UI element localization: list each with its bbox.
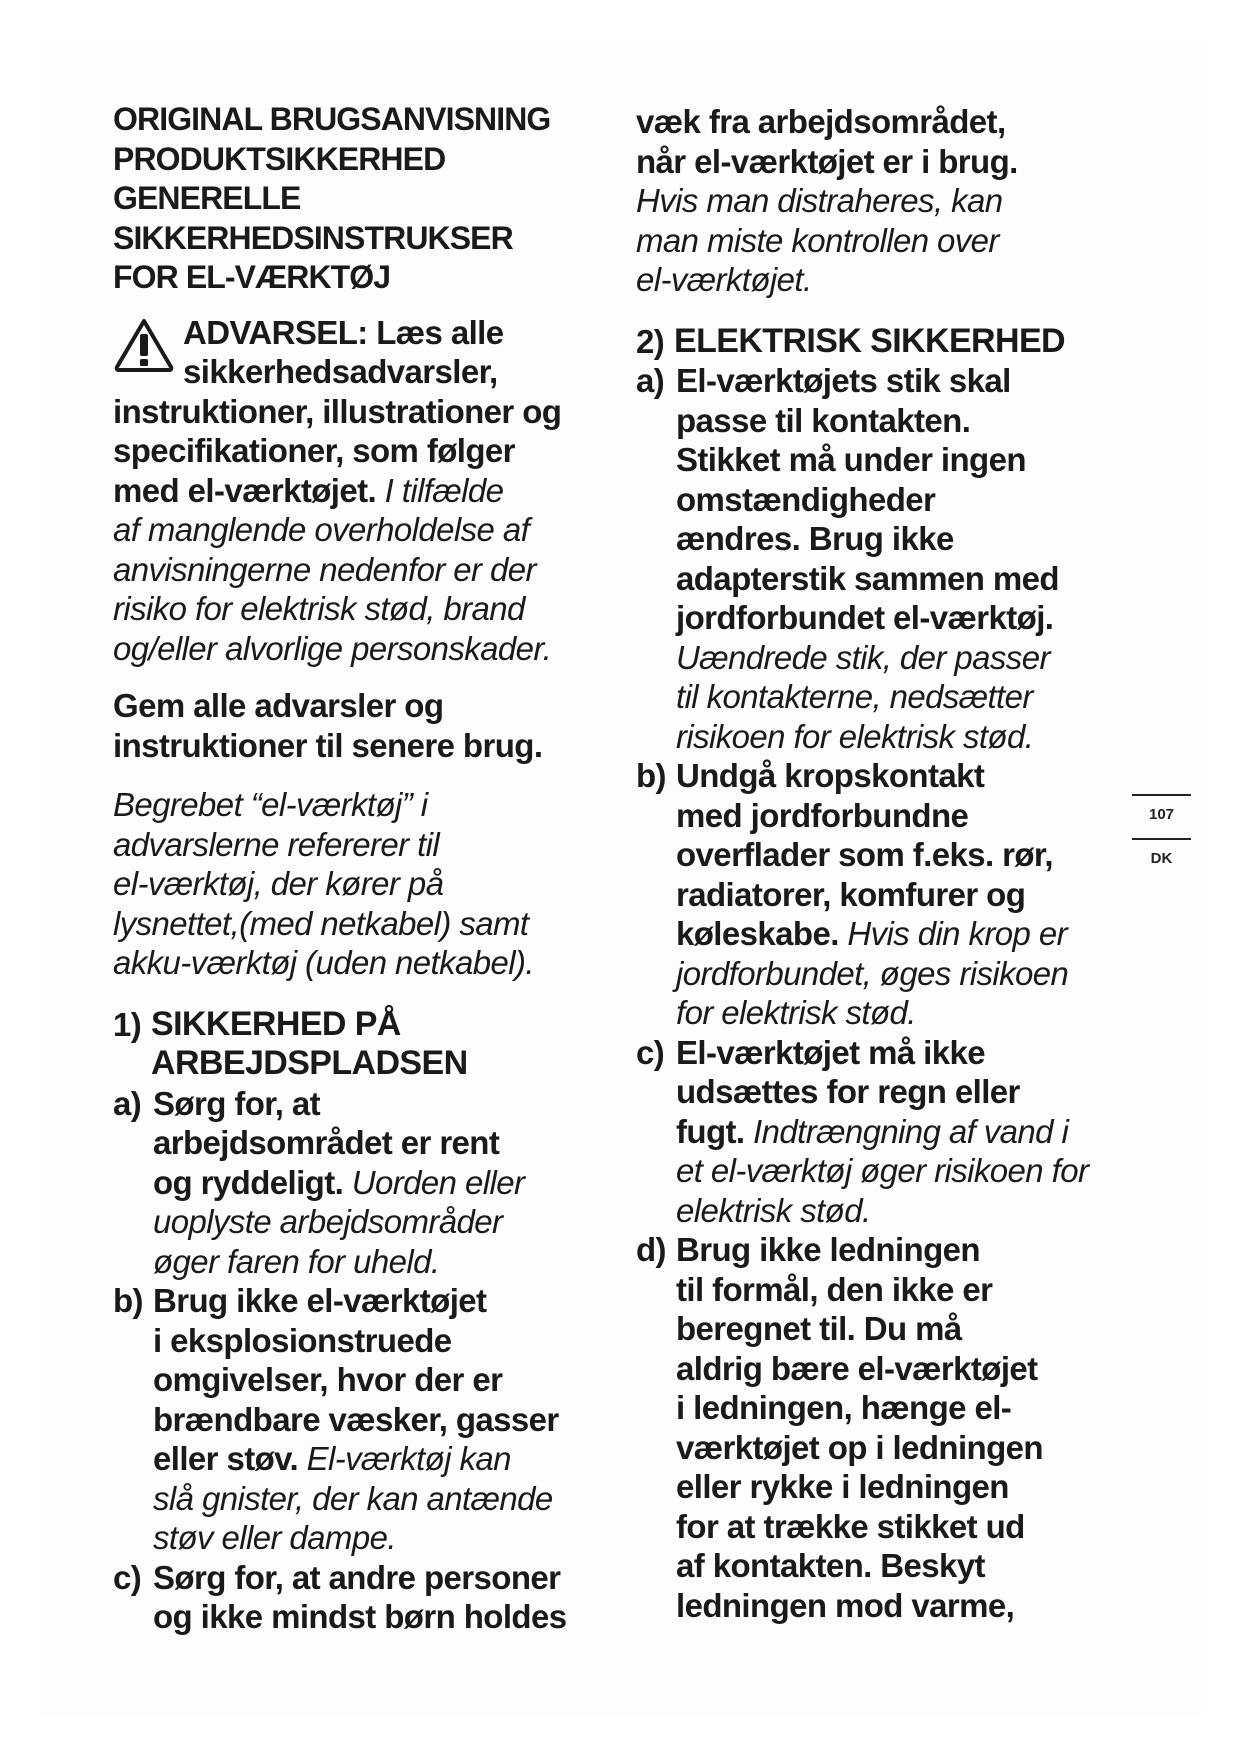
item-italic-line: til kontakterne, nedsætter [676, 678, 1033, 715]
continued-text [636, 102, 1156, 300]
item-bold-line: Stikket må under ingen [676, 441, 1026, 478]
heading-line: ORIGINAL BRUGSANVISNING [113, 101, 551, 137]
item-bold-line: aldrig bære el-værktøjet [676, 1349, 1038, 1387]
item-italic-line: for elektrisk stød. [676, 994, 916, 1031]
item-label: d) [636, 1231, 666, 1268]
heading-line: GENERELLE [113, 180, 301, 216]
left-item-b [113, 1281, 613, 1558]
right-column [636, 102, 1156, 1625]
continued-bold-line: når el-værktøjet er i brug. [636, 142, 1018, 180]
warning-text-line: sikkerhedsadvarsler, [183, 353, 498, 390]
continued-italic-line: el-værktøjet. [636, 261, 812, 298]
term-line: Begrebet “el-værktøj” i [113, 786, 428, 823]
term-line: lysnettet,(med netkabel) samt [113, 904, 529, 942]
item-bold-line: for at trække stikket ud [676, 1507, 1025, 1545]
warning-text-line: specifikationer, som følger [113, 432, 515, 469]
term-line: akku-værktøj (uden netkabel). [113, 944, 534, 981]
item-mixed-line [153, 1439, 613, 1479]
item-bold-line: ændres. Brug ikke [676, 520, 954, 557]
item-bold-line: i eksplosionstruede [153, 1321, 452, 1359]
item-italic-line: Uændrede stik, der passer [676, 638, 1050, 676]
item-label: b) [113, 1282, 143, 1319]
right-item-a [636, 361, 1156, 756]
item-italic-line: et el-værktøj øger risikoen for [676, 1152, 1089, 1189]
item-bold-line: til formål, den ikke er [676, 1270, 993, 1308]
sidebar-rule-bottom [1132, 838, 1191, 840]
save-line: Gem alle advarsler og [113, 687, 444, 724]
item-bold-line: Sørg for, at [153, 1084, 320, 1122]
warning-italic-line: af manglende overholdelse af [113, 511, 530, 548]
item-label: c) [113, 1558, 142, 1596]
item-italic-line: elektrisk stød. [676, 1191, 871, 1229]
item-bold-fragment: eller støv. [153, 1440, 299, 1477]
item-bold-line: radiatorer, komfurer og [676, 875, 1026, 913]
item-label: c) [636, 1033, 665, 1071]
item-bold-line: udsættes for regn eller [676, 1073, 1020, 1110]
item-italic-fragment: El-værktøj kan [306, 1440, 511, 1477]
item-italic-line: jordforbundet, øges risikoen [676, 954, 1069, 992]
item-label: b) [636, 757, 666, 794]
page-number: 107 [1148, 806, 1175, 823]
section-title-line: ELEKTRISK SIKKERHED [674, 321, 1065, 360]
language-code: DK [1150, 850, 1173, 867]
item-bold-line: brændbare væsker, gasser [153, 1400, 559, 1438]
warning-italic-line: og/eller alvorlige personskader. [113, 629, 552, 667]
item-bold-line: og ikke mindst børn holdes [153, 1598, 567, 1635]
item-bold-line: beregnet til. Du må [676, 1310, 962, 1347]
item-bold-line: arbejdsområdet er rent [153, 1124, 500, 1161]
continued-italic-line: Hvis man distraheres, kan [636, 182, 1003, 219]
item-bold-line: adapterstik sammen med [676, 559, 1059, 597]
section-number: 1) [113, 1005, 142, 1043]
heading-line: PRODUKTSIKKERHED [113, 140, 446, 177]
item-bold-line: ledningen mod varme, [676, 1586, 1015, 1624]
item-bold-line: værktøjet op i ledningen [676, 1428, 1043, 1466]
section-title-line: SIKKERHED PÅ [151, 1004, 401, 1043]
item-bold-line: omstændigheder [676, 480, 936, 518]
warning-text-line [113, 471, 613, 511]
warning-bold-fragment: med el-værktøjet. [113, 471, 377, 509]
item-bold-fragment: køleskabe. [676, 915, 839, 952]
section-number: 2) [636, 322, 665, 360]
item-bold-line: passe til kontakten. [676, 401, 971, 439]
item-mixed-line [153, 1163, 613, 1203]
section-1-heading [113, 1005, 613, 1084]
item-italic-fragment: Hvis din krop er [847, 915, 1068, 952]
item-bold-line: Brug ikke el-værktøjet [153, 1282, 487, 1319]
item-italic-fragment: Indtrængning af vand i [753, 1112, 1069, 1150]
item-italic-line: uoplyste arbejdsområder [153, 1203, 503, 1240]
left-item-c [113, 1558, 613, 1637]
warning-triangle-icon [113, 317, 175, 373]
item-bold-fragment: fugt. [676, 1112, 745, 1150]
sidebar-rule-top [1132, 794, 1191, 796]
item-bold-fragment: og ryddeligt. [153, 1163, 344, 1201]
item-mixed-line [676, 1112, 1156, 1152]
warning-title: ADVARSEL: Læs alle [183, 313, 504, 351]
item-bold-line: overflader som f.eks. rør, [676, 836, 1053, 873]
term-line: advarslerne refererer til [113, 825, 440, 863]
warning-text-line: instruktioner, illustrationer og [113, 392, 562, 430]
continued-bold-line: væk fra arbejdsområdet, [636, 103, 1006, 140]
item-italic-fragment: Uorden eller [351, 1163, 525, 1201]
item-bold-line: Undgå kropskontakt [676, 757, 985, 794]
warning-italic-line: anvisningerne nedenfor er der [113, 550, 536, 588]
item-label: a) [636, 362, 665, 399]
item-bold-line: eller rykke i ledningen [676, 1468, 1009, 1505]
item-italic-line: risikoen for elektrisk stød. [676, 717, 1034, 755]
item-bold-line: i ledningen, hænge el- [676, 1389, 1012, 1426]
continued-italic-line: man miste kontrollen over [636, 221, 999, 259]
warning-block [113, 313, 613, 669]
term-line: el-værktøj, der kører på [113, 865, 444, 902]
save-line: instruktioner til senere brug. [113, 726, 543, 764]
heading-line: SIKKERHEDSINSTRUKSER [113, 219, 513, 256]
section-2-heading [636, 322, 1156, 362]
document-heading [113, 100, 613, 298]
right-item-d [636, 1230, 1156, 1625]
item-bold-line: med jordforbundne [676, 796, 969, 834]
item-bold-line: El-værktøjet må ikke [676, 1033, 985, 1071]
item-bold-line: af kontakten. Beskyt [676, 1547, 985, 1584]
item-italic-line: slå gnister, der kan antænde [153, 1479, 553, 1517]
item-mixed-line [676, 914, 1156, 954]
item-bold-line: jordforbundet el-værktøj. [676, 599, 1054, 636]
section-title-line: ARBEJDSPLADSEN [151, 1044, 468, 1082]
item-bold-line: Sørg for, at andre personer [153, 1558, 561, 1596]
right-item-b [636, 756, 1156, 1033]
warning-italic-fragment: I tilfælde [384, 471, 504, 509]
item-bold-line: El-værktøjets stik skal [676, 362, 1011, 399]
item-bold-line: Brug ikke ledningen [676, 1231, 980, 1268]
warning-italic-line: risiko for elektrisk stød, brand [113, 590, 525, 627]
item-italic-line: støv eller dampe. [153, 1519, 396, 1556]
heading-line: FOR EL-VÆRKTØJ [113, 259, 391, 295]
save-instructions [113, 686, 613, 765]
right-item-c [636, 1033, 1156, 1231]
item-label: a) [113, 1084, 142, 1122]
item-italic-line: øger faren for uheld. [153, 1242, 440, 1280]
term-definition [113, 785, 613, 983]
item-bold-line: omgivelser, hvor der er [153, 1361, 503, 1398]
left-item-a [113, 1084, 613, 1282]
left-column [113, 100, 613, 1637]
